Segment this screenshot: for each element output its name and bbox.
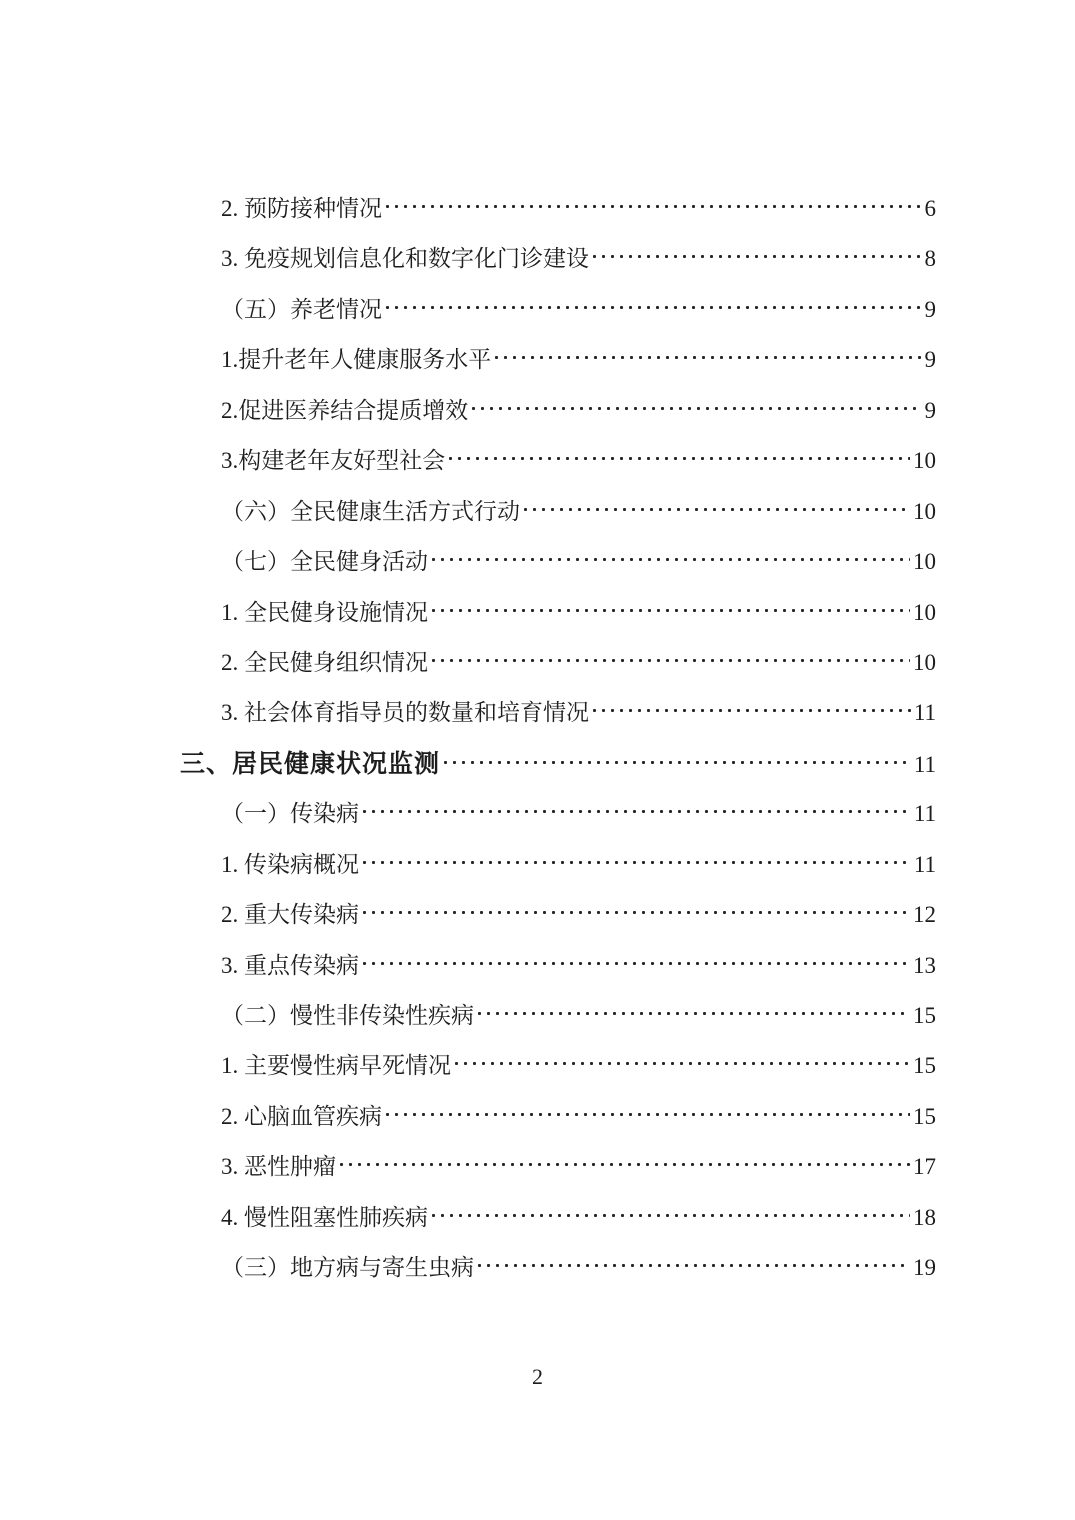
dot-leader: [383, 197, 922, 216]
toc-entry-page-number: 9: [924, 397, 936, 423]
toc-list: [180, 194, 936, 1304]
toc-entry: [180, 1102, 936, 1152]
toc-entry-label: 1. 传染病概况: [221, 851, 359, 877]
dot-leader: [429, 651, 910, 670]
toc-entry-label: 2. 预防接种情况: [221, 196, 382, 221]
dot-leader: [475, 1004, 910, 1023]
dot-leader: [452, 1054, 910, 1073]
toc-entry-page-number: 11: [913, 851, 936, 877]
footer-page-number: 2: [532, 1364, 543, 1389]
toc-entry-label: 3. 重点传染病: [221, 952, 359, 978]
toc-entry: [180, 648, 936, 698]
toc-entry-page-number: 19: [913, 1255, 936, 1281]
toc-entry-label: （七）全民健身活动: [221, 549, 428, 575]
toc-entry-label: （五）养老情况: [221, 296, 382, 322]
toc-entry: [180, 547, 936, 597]
toc-entry-label: 三、居民健康状况监测: [180, 749, 441, 778]
toc-entry-page-number: 11: [913, 751, 936, 777]
dot-leader: [429, 550, 910, 569]
page-footer: [0, 1364, 1075, 1390]
toc-entry-page-number: 8: [924, 246, 936, 272]
toc-entry-page-number: 10: [913, 599, 936, 625]
toc-entry-label: 4. 慢性阻塞性肺疾病: [221, 1204, 428, 1230]
toc-entry-label: 2. 心脑血管疾病: [221, 1103, 382, 1129]
dot-leader: [360, 853, 911, 872]
toc-entry-label: （二）慢性非传染性疾病: [221, 1003, 474, 1028]
toc-entry-page-number: 17: [913, 1154, 936, 1180]
toc-entry-page-number: 6: [924, 196, 936, 221]
toc-entry: [180, 951, 936, 1001]
toc-entry: [180, 396, 936, 446]
toc-entry-page-number: 9: [924, 347, 936, 373]
dot-leader: [446, 449, 910, 468]
toc-entry-page-number: 9: [924, 296, 936, 322]
dot-leader: [441, 753, 911, 772]
toc-entry-page-number: 10: [913, 649, 936, 675]
toc-entry: [180, 850, 936, 900]
toc-entry: [180, 1253, 936, 1303]
toc-entry-page-number: 15: [913, 1103, 936, 1129]
toc-entry-label: 1. 主要慢性病早死情况: [221, 1053, 451, 1079]
dot-leader: [383, 298, 922, 317]
toc-entry-label: 1. 全民健身设施情况: [221, 599, 428, 625]
dot-leader: [475, 1256, 910, 1275]
toc-entry-label: 1.提升老年人健康服务水平: [221, 347, 492, 373]
toc-entry: [180, 900, 936, 950]
toc-entry-page-number: 10: [913, 448, 936, 474]
toc-entry-label: （六）全民健康生活方式行动: [221, 498, 520, 524]
dot-leader: [469, 399, 921, 418]
toc-entry: [180, 799, 936, 849]
toc-entry-page-number: 18: [913, 1204, 936, 1230]
toc-entry-label: 3. 免疫规划信息化和数字化门诊建设: [221, 246, 589, 272]
toc-entry: [180, 446, 936, 496]
toc-entry: [180, 1051, 936, 1101]
toc-entry-page-number: 15: [913, 1003, 936, 1028]
dot-leader: [360, 903, 910, 922]
toc-entry: [180, 1001, 936, 1051]
toc-entry: [180, 1203, 936, 1253]
toc-entry: [180, 1152, 936, 1202]
dot-leader: [360, 954, 910, 973]
dot-leader: [492, 348, 921, 367]
toc-entry-label: 3. 社会体育指导员的数量和培育情况: [221, 700, 589, 726]
toc-entry-page-number: 10: [913, 549, 936, 575]
toc-entry-page-number: 13: [913, 952, 936, 978]
toc-entry-label: 3.构建老年友好型社会: [221, 448, 446, 474]
toc-entry: [180, 497, 936, 547]
toc-entry: [180, 698, 936, 748]
toc-entry: [180, 345, 936, 395]
toc-entry-label: （一）传染病: [221, 801, 359, 827]
dot-leader: [383, 1105, 910, 1124]
toc-entry-label: 2. 重大传染病: [221, 902, 359, 928]
toc-entry-page-number: 10: [913, 498, 936, 524]
dot-leader: [521, 500, 910, 519]
toc-entry: [180, 244, 936, 294]
toc-entry: [180, 749, 936, 799]
toc-entry-page-number: 11: [913, 700, 936, 726]
toc-entry-label: 2.促进医养结合提质增效: [221, 397, 469, 423]
toc-entry-label: 2. 全民健身组织情况: [221, 649, 428, 675]
dot-leader: [429, 1206, 910, 1225]
dot-leader: [590, 701, 911, 720]
dot-leader: [590, 247, 922, 266]
dot-leader: [429, 601, 910, 620]
dot-leader: [337, 1155, 910, 1174]
toc-entry: [180, 598, 936, 648]
toc-entry-page-number: 12: [913, 902, 936, 928]
toc-entry: [180, 194, 936, 244]
dot-leader: [360, 802, 911, 821]
toc-entry-label: （三）地方病与寄生虫病: [221, 1255, 474, 1281]
toc-entry-page-number: 15: [913, 1053, 936, 1079]
toc-entry-page-number: 11: [913, 801, 936, 827]
toc-entry-label: 3. 恶性肿瘤: [221, 1154, 336, 1180]
toc-entry: [180, 295, 936, 345]
